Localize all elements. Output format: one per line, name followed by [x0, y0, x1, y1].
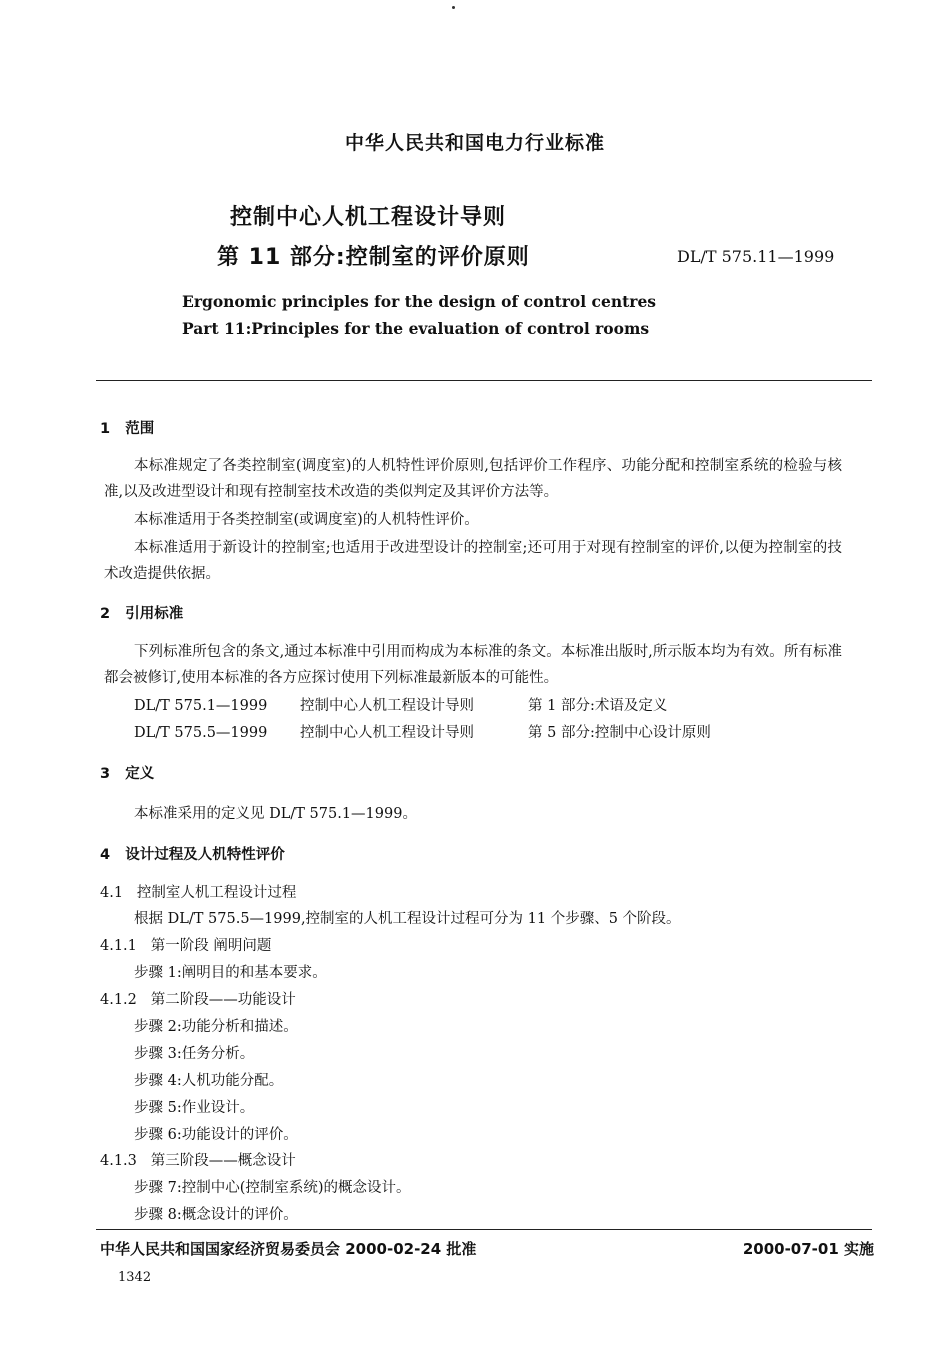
step-item: 步骤 4:人机功能分配。	[134, 1073, 284, 1089]
section-number: 4	[100, 847, 111, 863]
subsection-4-1-2-heading	[100, 988, 296, 1009]
section-1-heading	[100, 417, 154, 438]
reference-title: 控制中心人机工程设计导则	[300, 725, 474, 741]
reference-part: 第 1 部分:术语及定义	[528, 698, 668, 714]
english-title-line-1: Ergonomic principles for the design of control centres	[182, 292, 657, 311]
subsection-4-1-heading	[100, 881, 296, 902]
paragraph: 本标准规定了各类控制室(调度室)的人机特性评价原则,包括评价工作程序、功能分配和控制室系统的检验与核准,以及改进型设计和现有控制室技术改造的类似判定及其评价方法等。	[104, 458, 842, 500]
step-item: 步骤 3:任务分析。	[134, 1046, 255, 1062]
step-item: 步骤 8:概念设计的评价。	[134, 1207, 298, 1223]
subsection-title: 第三阶段——概念设计	[150, 1153, 296, 1169]
step-item: 步骤 6:功能设计的评价。	[134, 1127, 298, 1143]
page-number: 1342	[118, 1270, 152, 1285]
section-number: 2	[100, 606, 111, 622]
subsection-title: 控制室人机工程设计过程	[136, 885, 297, 901]
footer-divider	[96, 1229, 872, 1230]
subsection-title: 第一阶段 阐明问题	[150, 938, 272, 954]
standard-code: DL/T 575.11—1999	[677, 247, 835, 266]
paragraph: 本标准适用于新设计的控制室;也适用于改进型设计的控制室;还可用于对现有控制室的评价,以便为控制室的技术改造提供依据。	[104, 540, 842, 582]
section-title: 范围	[125, 421, 155, 437]
scan-speck	[452, 6, 455, 9]
step-item: 步骤 7:控制中心(控制室系统)的概念设计。	[134, 1180, 411, 1196]
subsection-number: 4.1.1	[100, 938, 137, 954]
section-title: 设计过程及人机特性评价	[125, 847, 285, 863]
paragraph: 根据 DL/T 575.5—1999,控制室的人机工程设计过程可分为 11 个步骤、5 个阶段。	[134, 911, 681, 927]
reference-part: 第 5 部分:控制中心设计原则	[528, 725, 711, 741]
title-line-2: 第 11 部分:控制室的评价原则	[217, 245, 530, 270]
reference-row	[134, 694, 667, 715]
subsection-number: 4.1.3	[100, 1153, 137, 1169]
paragraph: 本标准适用于各类控制室(或调度室)的人机特性评价。	[134, 512, 479, 528]
header-divider	[96, 380, 872, 381]
section-number: 3	[100, 766, 111, 782]
paragraph: 本标准采用的定义见 DL/T 575.1—1999。	[134, 806, 417, 822]
title-line-1: 控制中心人机工程设计导则	[230, 205, 507, 230]
paragraph: 下列标准所包含的条文,通过本标准中引用而构成为本标准的条文。本标准出版时,所示版本均为有效。所有标准都会被修订,使用本标准的各方应探讨使用下列标准最新版本的可能性。	[104, 644, 842, 686]
english-title-line-2: Part 11:Principles for the evaluation of control rooms	[182, 319, 650, 338]
section-2-heading	[100, 602, 183, 623]
step-item: 步骤 5:作业设计。	[134, 1100, 255, 1116]
subsection-4-1-3-heading	[100, 1149, 296, 1170]
reference-code: DL/T 575.5—1999	[134, 725, 268, 741]
step-item: 步骤 1:阐明目的和基本要求。	[134, 965, 327, 981]
subsection-4-1-1-heading	[100, 934, 271, 955]
section-4-heading	[100, 843, 285, 864]
reference-code: DL/T 575.1—1999	[134, 698, 268, 714]
subsection-title: 第二阶段——功能设计	[150, 992, 296, 1008]
section-number: 1	[100, 421, 111, 437]
subsection-number: 4.1	[100, 885, 124, 901]
approval-line: 中华人民共和国国家经济贸易委员会 2000-02-24 批准	[100, 1240, 477, 1258]
section-title: 引用标准	[125, 606, 184, 622]
reference-row	[134, 721, 711, 742]
section-title: 定义	[125, 766, 155, 782]
subsection-number: 4.1.2	[100, 992, 137, 1008]
standard-organization: 中华人民共和国电力行业标准	[344, 132, 605, 154]
section-3-heading	[100, 762, 154, 783]
reference-title: 控制中心人机工程设计导则	[300, 698, 474, 714]
step-item: 步骤 2:功能分析和描述。	[134, 1019, 298, 1035]
implementation-date: 2000-07-01 实施	[742, 1240, 874, 1258]
